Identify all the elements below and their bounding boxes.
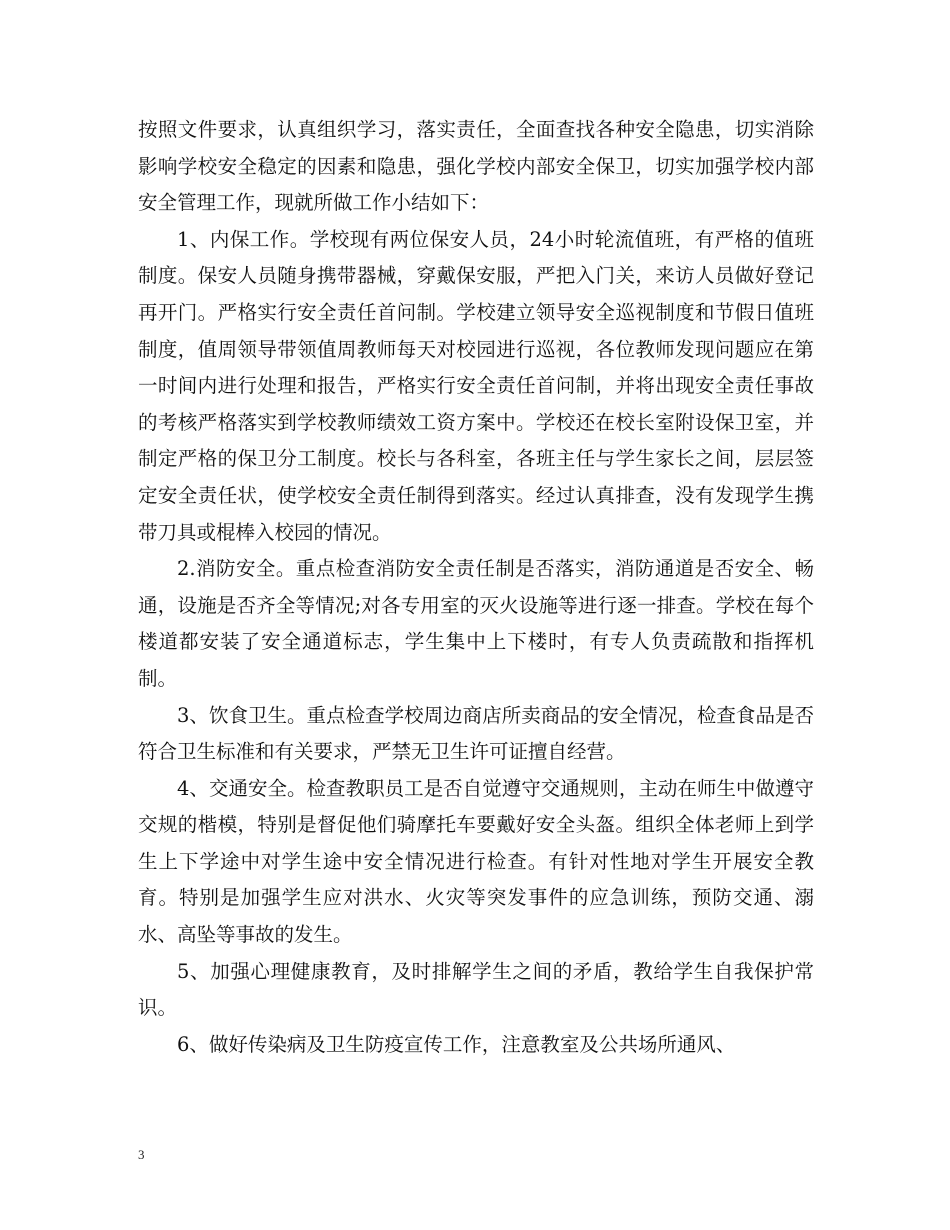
paragraph-fire-safety: 2.消防安全。重点检查消防安全责任制是否落实，消防通道是否安全、畅通，设施是否齐全等情况;对各专用室的灭火设施等进行逐一排查。学校在每个楼道都安装了安全通道标志，学生集中上下楼时，有专人负责疏散和指挥机制。 bbox=[138, 557, 814, 690]
page-number: 3 bbox=[138, 1147, 145, 1162]
paragraph-traffic-safety: 4、交通安全。检查教职员工是否自觉遵守交通规则，主动在师生中做遵守交规的楷模，特别是督促他们骑摩托车要戴好安全头盔。组织全体老师上到学生上下学途中对学生途中安全情况进行检查。有针对性地对学生开展安全教育。特别是加强学生应对洪水、火灾等突发事件的应急训练，预防交通、溺水、高坠等事故的发生。 bbox=[138, 776, 814, 947]
paragraph-intro: 按照文件要求，认真组织学习，落实责任，全面查找各种安全隐患，切实消除影响学校安全稳定的因素和隐患，强化学校内部安全保卫，切实加强学校内部安全管理工作，现就所做工作小结如下： bbox=[138, 118, 814, 215]
paragraph-epidemic-prevention: 6、做好传染病及卫生防疫宣传工作，注意教室及公共场所通风、 bbox=[177, 1032, 736, 1056]
paragraph-internal-security: 1、内保工作。学校现有两位保安人员，24小时轮流值班，有严格的值班制度。保安人员随身携带器械，穿戴保安服，严把入门关，来访人员做好登记再开门。严格实行安全责任首问制。学校建立领导安全巡视制度和节假日值班制度，值周领导带领值周教师每天对校园进行巡视，各位教师发现问题应在第一时间内进行处理和报告，严格实行安全责任首问制，并将出现安全责任事故的考核严格落实到学校教师绩效工资方案中。学校还在校长室附设保卫室，并制定严格的保卫分工制度。校长与各科室，各班主任与学生家长之间，层层签定安全责任状，使学校安全责任制得到落实。经过认真排查，没有发现学生携带刀具或棍棒入校园的情况。 bbox=[138, 227, 814, 544]
paragraph-mental-health: 5、加强心理健康教育，及时排解学生之间的矛盾，教给学生自我保护常识。 bbox=[138, 959, 814, 1020]
document-body bbox=[138, 112, 814, 1063]
paragraph-food-hygiene: 3、饮食卫生。重点检查学校周边商店所卖商品的安全情况，检查食品是否符合卫生标准和有关要求，严禁无卫生许可证擅自经营。 bbox=[138, 703, 814, 764]
